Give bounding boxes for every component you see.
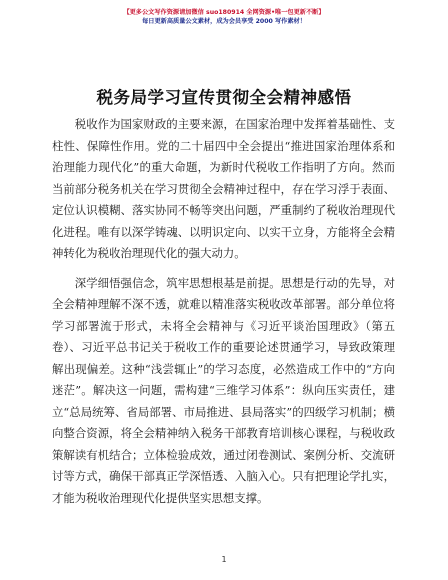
paragraph: 税收作为国家财政的主要来源，在国家治理中发挥着基础性、支柱性、保障性作用。党的二十届四中全会提出“推进国家治理体系和治理能力现代化”的重大命题，为新时代税收工作指明了方向。然而当前部分税务机关在学习贯彻全会精神过程中，存在学习浮于表面、定位认识模糊、落实协同不畅等突出问题，严重制约了税收治理现代化进程。唯有以深学铸魂、以明识定向、以实干立身，方能将全会精神转化为税收治理现代化的强大动力。 — [52, 117, 395, 260]
page-number: 1 — [221, 555, 227, 564]
document-body — [52, 114, 395, 517]
paragraph: 深学细悟强信念，筑牢思想根基是前提。思想是行动的先导，对全会精神理解不深不透，就难以精准落实税收改革部署。部分单位将学习部署流于形式，未将全会精神与《习近平谈治国理政》（第五卷）、习近平总书记关于税收工作的重要论述贯通学习，导致政策理解出现偏差。这种“浅尝辄止”的学习态度，必然造成工作中的“方向迷茫”。解决这一问题，需构建“三维学习体系”：纵向压实责任，建立“总局统筹、省局部署、市局推进、县局落实”的四级学习机制；横向整合资源，将全会精神纳入税务干部教育培训核心课程，与税收政策解读有机结合；立体检验成效，通过闭卷测试、案例分析、交流研讨等方式，确保干部真正学深悟透、入脑入心。只有把理论学扎实，才能为税收治理现代化提供坚实思想支撑。 — [52, 275, 395, 505]
document-title: 税务局学习宣传贯彻全会精神感悟 — [96, 88, 352, 107]
banner-line-membership: 每日更新高质量公文素材，成为会员享受 2000 写作素材！ — [142, 18, 306, 25]
banner-line-promo: 【更多公文写作资源请加微信 suo180914 全网资源•唯一包更新不断】 — [123, 9, 325, 16]
header-banner — [0, 8, 448, 26]
